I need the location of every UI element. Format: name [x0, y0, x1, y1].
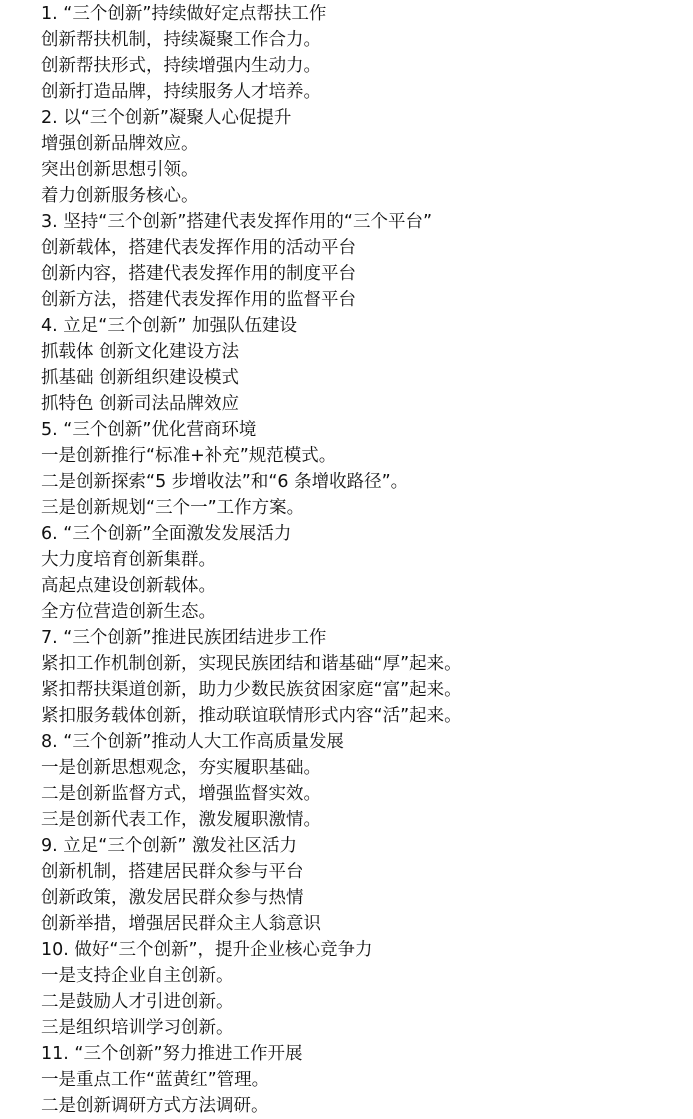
section-line: 一是重点工作“蓝黄红”管理。: [41, 1070, 270, 1090]
section-line: 紧扣帮扶渠道创新，助力少数民族贫困家庭“富”起来。: [41, 680, 462, 700]
section-line: 一是创新思想观念，夯实履职基础。: [41, 758, 321, 778]
document-body: [41, 1, 686, 1119]
section-line: 高起点建设创新载体。: [41, 576, 216, 596]
section-line: 创新政策，激发居民群众参与热情: [41, 888, 304, 908]
section-line: 抓特色 创新司法品牌效应: [41, 394, 240, 414]
section-7: [41, 625, 686, 729]
section-heading: 11. “三个创新”努力推进工作开展: [41, 1044, 303, 1064]
section-6: [41, 521, 686, 625]
section-heading: 4. 立足“三个创新” 加强队伍建设: [41, 316, 297, 336]
section-line: 一是创新推行“标准+补充”规范模式。: [41, 446, 337, 466]
section-line: 紧扣工作机制创新，实现民族团结和谐基础“厚”起来。: [41, 654, 462, 674]
section-line: 突出创新思想引领。: [41, 160, 199, 180]
section-heading: 6. “三个创新”全面激发发展活力: [41, 524, 292, 544]
section-heading: 8. “三个创新”推动人大工作高质量发展: [41, 732, 344, 752]
section-line: 抓载体 创新文化建设方法: [41, 342, 240, 362]
section-4: [41, 313, 686, 417]
section-heading: 7. “三个创新”推进民族团结进步工作: [41, 628, 327, 648]
section-line: 全方位营造创新生态。: [41, 602, 216, 622]
section-line: 紧扣服务载体创新，推动联谊联情形式内容“活”起来。: [41, 706, 462, 726]
section-heading: 5. “三个创新”优化营商环境: [41, 420, 257, 440]
section-heading: 1. “三个创新”持续做好定点帮扶工作: [41, 4, 327, 24]
section-line: 创新机制，搭建居民群众参与平台: [41, 862, 304, 882]
section-heading: 2. 以“三个创新”凝聚人心促提升: [41, 108, 292, 128]
section-11: [41, 1041, 686, 1119]
section-line: 大力度培育创新集群。: [41, 550, 216, 570]
section-heading: 3. 坚持“三个创新”搭建代表发挥作用的“三个平台”: [41, 212, 433, 232]
section-line: 二是创新探索“5 步增收法”和“6 条增收路径”。: [41, 472, 409, 492]
section-heading: 9. 立足“三个创新” 激发社区活力: [41, 836, 297, 856]
section-line: 创新帮扶机制，持续凝聚工作合力。: [41, 30, 321, 50]
section-line: 着力创新服务核心。: [41, 186, 199, 206]
section-line: 三是创新规划“三个一”工作方案。: [41, 498, 305, 518]
section-line: 二是创新监督方式，增强监督实效。: [41, 784, 321, 804]
section-line: 抓基础 创新组织建设模式: [41, 368, 240, 388]
section-line: 三是创新代表工作，激发履职激情。: [41, 810, 321, 830]
section-line: 创新举措，增强居民群众主人翁意识: [41, 914, 321, 934]
section-line: 三是组织培训学习创新。: [41, 1018, 234, 1038]
section-5: [41, 417, 686, 521]
section-3: [41, 209, 686, 313]
section-line: 创新打造品牌，持续服务人才培养。: [41, 82, 321, 102]
section-line: 创新载体，搭建代表发挥作用的活动平台: [41, 238, 356, 258]
section-2: [41, 105, 686, 209]
section-10: [41, 937, 686, 1041]
section-line: 二是创新调研方式方法调研。: [41, 1096, 269, 1116]
section-line: 创新内容，搭建代表发挥作用的制度平台: [41, 264, 356, 284]
section-1: [41, 1, 686, 105]
section-8: [41, 729, 686, 833]
section-heading: 10. 做好“三个创新”，提升企业核心竞争力: [41, 940, 373, 960]
section-line: 创新帮扶形式，持续增强内生动力。: [41, 56, 321, 76]
section-line: 增强创新品牌效应。: [41, 134, 199, 154]
section-line: 创新方法，搭建代表发挥作用的监督平台: [41, 290, 356, 310]
section-line: 二是鼓励人才引进创新。: [41, 992, 234, 1012]
section-9: [41, 833, 686, 937]
section-line: 一是支持企业自主创新。: [41, 966, 234, 986]
